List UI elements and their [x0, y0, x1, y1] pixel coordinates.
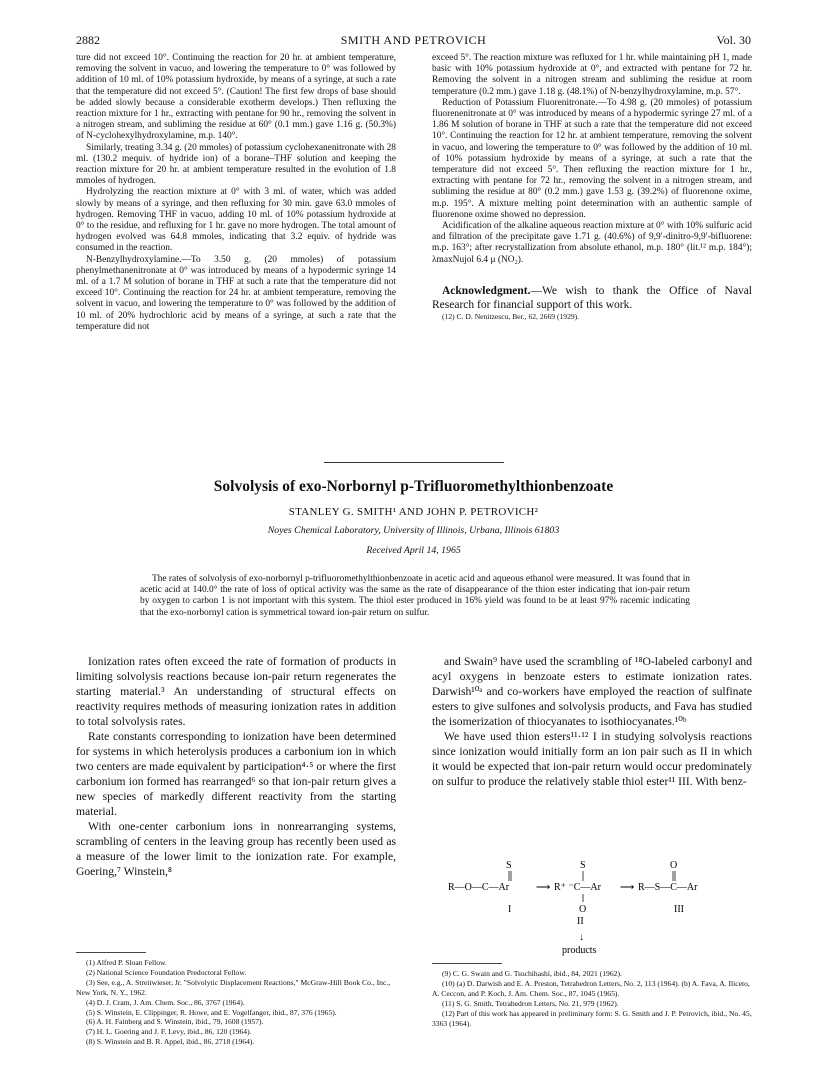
footnote: (9) C. G. Swain and G. Tsuchihashi, ibid., 84, 2021 (1962).: [442, 969, 622, 978]
article-affiliation: Noyes Chemical Laboratory, University of Illinois, Urbana, Illinois 61803: [267, 525, 560, 536]
scheme-oxygen-3: O: [670, 860, 678, 871]
paragraph: Rate constants corresponding to ionization have been determined for systems in which heterolysis produces a carbonium ion in which two centers are made equivalent by participation⁴·⁵ or where the first carbonium ion formed has rearranged⁶ so that ion-pair return gives a new species of markedly different reactivity from the starting material.: [76, 730, 396, 818]
paragraph: ture did not exceed 10°. Continuing the reaction for 20 hr. at ambient temperature, removing the solvent in vacuo, and lowering the temperature to 0° was followed by addition of 10 ml. of 10% potassium hydroxide, by means of a syringe, at such a rate that the temperature did not exceed 5°. (Caution! The first few drops of base should be added slowly because a considerable exotherm develops.) Then refluxing the reaction mixture for 1 hr., extracting with pentane for 90 hr., removing the solvent in a nitrogen stream, and subliming the residue at 60° (0.1 mm.) gave 1.16 g. (50.3%) of N-cyclohexylhydroxylamine, m.p. 140°.: [76, 53, 396, 142]
acknowledgment: [432, 284, 752, 312]
footnote: (5) S. Winstein, E. Clippinger, R. Howe, and E. Vogelfanger, ibid., 87, 376 (1965).: [86, 1007, 337, 1017]
top-left-column: [76, 53, 396, 333]
footnote: (4) D. J. Cram, J. Am. Chem. Soc., 86, 3767 (1964).: [86, 997, 245, 1007]
footnote: (11) S. G. Smith, Tetrahedron Letters, No. 21, 979 (1962).: [442, 998, 619, 1008]
paragraph: Reduction of Potassium Fluorenitronate.—To 4.98 g. (20 mmoles) of potassium fluorenenitronate at 0° was introduced by means of a hypodermic syringe 27 ml. of a 1.86 M solution of borane in THF at such a rate that the temperature did not exceed 10°. Continuing the reaction for 12 hr. at ambient temperature, removing the solvent in vacuo, and lowering the temperature to 0° was followed by the addition of 10 ml. of 10% potassium hydroxide by means of a syringe, at such a rate that the temperature did not exceed 5°. Then refluxing the reaction mixture for 1 hr., extracting with pentane for 72 hr., removing the solvent in a nitrogen stream, and subliming the residue at 80° (0.2 mm.) gave 1.53 g. (39.2%) of fluorenone oxime, m.p. 195°. A mixture melting point determination with an authentic sample of fluorenone oxime showed no depression.: [432, 97, 752, 220]
label-II: II: [577, 916, 584, 927]
scheme-oxide: O: [579, 904, 587, 915]
footnote: (10) (a) D. Darwish and E. A. Preston, Tetrahedron Letters, No. 2, 113 (1964). (b) A. Fava, A. Iliceto, A. Ceccon, and P. Koch, J. Am. Chem. Soc., 87, 1045 (1965).: [432, 978, 750, 998]
paragraph: Acidification of the alkaline aqueous reaction mixture at 0° with 10% sulfuric acid and filtration of the precipitate gave 1.71 g. (40.6%) of 9,9′-dinitro-9,9′-bifluorene: m.p. 163°; after recrystallization from absolute ethanol, m.p. 180° (lit.¹² m.p. 184°); λmaxNujol 6.4 μ (NO₂).: [432, 221, 752, 265]
formula-II: R⁺ ⁻C—Ar: [554, 882, 601, 893]
footnotes-right: [432, 969, 752, 1028]
down-arrow: ↓: [579, 932, 584, 943]
page-number: 2882: [76, 33, 100, 47]
footnote: (3) See, e.g., A. Streitwieser, Jr. "Solvolytic Displacement Reactions," McGraw-Hill Book Co., Inc., New York, N. Y., 1962.: [76, 977, 391, 997]
top-right-column: [432, 53, 752, 322]
label-I: I: [508, 904, 512, 915]
paragraph: With one-center carbonium ions in nonrearranging systems, scrambling of centers in the leaving group has recently been used as a measure of the lower limit to the ionization rate. For example, Goering,⁷ Winstein,⁸: [76, 820, 396, 878]
acknowledgment-heading: Acknowledgment.: [442, 284, 531, 297]
body-left-column: [76, 654, 396, 879]
paragraph: Similarly, treating 3.34 g. (20 mmoles) of potassium cyclohexanenitronate with 28 ml. (130.2 mequiv. of hydride ion) of a borane–THF solution and keeping the reaction mixture for 20 hr. at ambient temperature resulted in the evolution of 1.8 mmoles of hydrogen.: [76, 142, 396, 187]
article-title: Solvolysis of exo-Norbornyl p-Trifluoromethylthionbenzoate: [213, 478, 614, 495]
abstract-text: The rates of solvolysis of exo-norbornyl p-trifluoromethylthionbenzoate in acetic acid and aqueous ethanol were measured. It was found that in acetic acid at 140.0° the rate of loss of optical activity was the same as the rate of disappearance of the thion ester indicating that ion-pair return by oxygen to carbon 1 is not important with this system. The thiol ester produced in 16% yield was found to be at least 97% racemic indicating that the exo-norbornyl cation is symmetrical toward ion-pair return on sulfur.: [140, 574, 690, 618]
body-right-column: [432, 654, 752, 789]
received-date: Received April 14, 1965: [366, 545, 461, 556]
paragraph: Hydrolyzing the reaction mixture at 0° with 3 ml. of water, which was added slowly by means of a syringe, and then refluxing for 30 min. gave 63.0 mmoles of hydrogen. Removing THF in vacuo, adding 10 ml. of 10% potassium hydroxide at 0° to the residue, and refluxing for 1 hr. gave no more hydrogen. The total amount of hydrogen evolved was 64.8 mmoles, indicating that 3.2 equiv. of hydride was consumed in the reaction.: [76, 187, 396, 254]
acknowledgment-text: —We wish to thank the Office of Naval Research for financial support of this work.: [432, 284, 752, 311]
paragraph: exceed 5°. The reaction mixture was refluxed for 1 hr. while maintaining pH 1, made basic with 10% potassium hydroxide at 0°, and extracted with pentane for 72 hr. Removing the solvent in a nitrogen stream and subliming the residue at room temperature (0.2 mm.) gave 1.18 g. (48.1%) of N-benzylhydroxylamine, m.p. 57°.: [432, 53, 752, 97]
footnote: (8) S. Winstein and B. R. Appel, ibid., 86, 2718 (1964).: [86, 1037, 255, 1047]
page-header: [76, 33, 751, 47]
footnote: (1) Alfred P. Sloan Fellow.: [86, 958, 167, 967]
formula-III: R—S—C—Ar: [638, 882, 698, 893]
paragraph: We have used thion esters¹¹·¹² I in studying solvolysis reactions since ionization would initially form an ion pair such as II in which it would be expected that ion-pair return would occur predominately on sulfur to produce the relatively stable thiol ester¹¹ III. With benz-: [432, 730, 752, 788]
arrow-2: ⟶: [620, 882, 635, 893]
abstract: [140, 574, 690, 619]
article-authors: STANLEY G. SMITH¹ AND JOHN P. PETROVICH²: [288, 506, 539, 518]
footnote: (7) H. L. Goering and J. F. Levy, ibid., 86, 120 (1964).: [86, 1027, 252, 1037]
running-title: SMITH AND PETROVICH: [340, 33, 487, 47]
footnote: (2) National Science Foundation Predoctoral Fellow.: [86, 967, 247, 977]
scheme-sulfur-2: S: [580, 860, 586, 871]
footnote-divider: [76, 952, 146, 953]
paragraph: and Swain⁹ have used the scrambling of ¹⁸O-labeled carbonyl and acyl oxygens in benzoate esters to estimate ionization rates. Darwish¹⁰ᵃ and co-workers have employed the reaction of sulfinate esters to give sulfones and solvolysis products, and Fava has studied the isomerization of thiocyanates to isothiocyanates.¹⁰ᵇ: [432, 655, 752, 728]
label-III: III: [674, 904, 684, 915]
footnotes-left: [76, 958, 396, 1047]
reaction-scheme: [448, 856, 748, 956]
footnote: (6) A. H. Fainberg and S. Winstein, ibid., 79, 1608 (1957).: [86, 1017, 264, 1027]
paragraph: N-Benzylhydroxylamine.—To 3.50 g. (20 mmoles) of potassium phenylmethanenitronate at 0° was introduced by means of a hypodermic syringe 14 ml. of a 1.7 M solution of borane in THF at such a rate that the temperature did not exceed 10°. Continuing the reaction for 24 hr. at ambient temperature, removing the solvent in vacuo, and lowering the temperature to 0° was followed by the addition of 10 ml. of 20% hydrochloric acid by means of a syringe, at such a rate that the temperature did not: [76, 254, 396, 332]
arrow-1: ⟶: [536, 882, 551, 893]
reference-12: (12) C. D. Nenitzescu, Ber., 62, 2669 (1929).: [442, 311, 580, 321]
section-divider: [324, 462, 504, 463]
formula-I: R—O—C—Ar: [448, 882, 510, 893]
scheme-sulfur-1: S: [506, 860, 512, 871]
footnote-divider: [432, 963, 502, 964]
scheme-products: products: [562, 945, 597, 956]
paragraph: Ionization rates often exceed the rate of formation of products in limiting solvolysis reactions because ion-pair return regenerates the starting material.³ An understanding of structural effects on reactivity requires methods of measuring ionization rates in addition to total solvolysis rates.: [76, 655, 396, 728]
volume-label: Vol. 30: [716, 33, 751, 47]
footnote: (12) Part of this work has appeared in preliminary form: S. G. Smith and J. P. Petrovich, ibid., No. 45, 3363 (1964).: [432, 1008, 752, 1028]
